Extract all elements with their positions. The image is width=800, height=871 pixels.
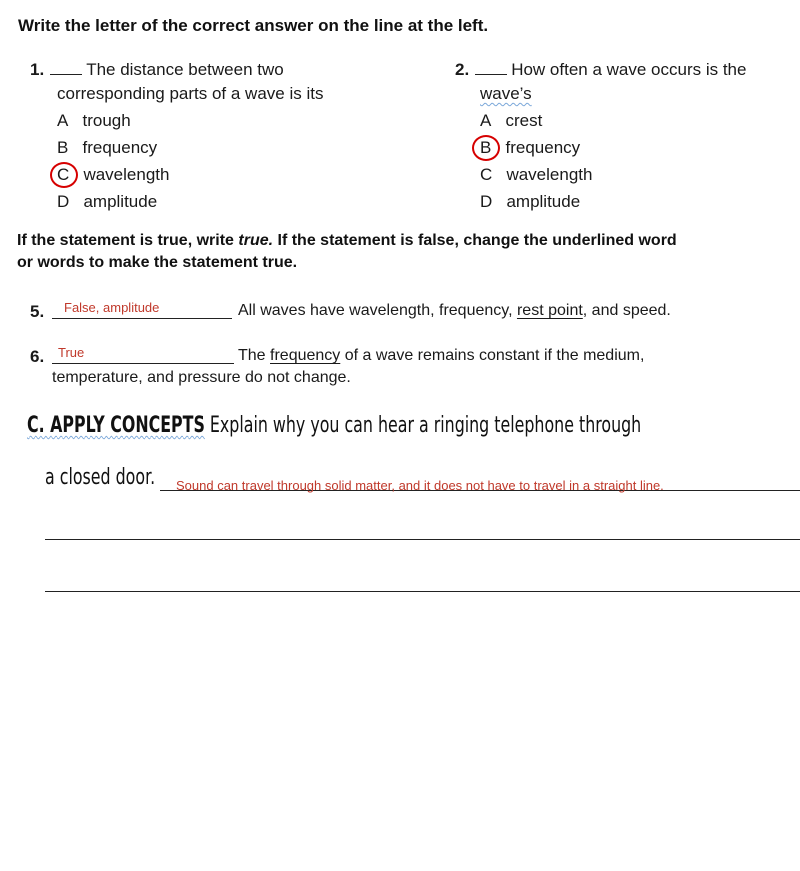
q1-option-c[interactable]: C wavelength bbox=[57, 165, 170, 184]
question-1-stem: The distance between two bbox=[86, 60, 284, 79]
question-6-answer-line[interactable] bbox=[52, 343, 234, 364]
section-b-instruction-line2: or words to make the statement true. bbox=[17, 254, 298, 271]
question-1-line1 bbox=[30, 60, 284, 80]
q1-option-a[interactable]: A trough bbox=[57, 111, 131, 130]
question-2-blank[interactable] bbox=[475, 60, 507, 75]
question-2-line2: wave’s bbox=[480, 84, 532, 103]
question-1-blank[interactable] bbox=[50, 60, 82, 75]
section-a-instruction: Write the letter of the correct answer on the line at the left. bbox=[18, 16, 489, 35]
q1-answer-circle bbox=[50, 162, 78, 188]
q2-option-a[interactable]: A crest bbox=[480, 111, 543, 130]
section-c-label: C. APPLY CONCEPTS bbox=[27, 413, 205, 438]
section-c-prompt-line1: C. APPLY CONCEPTS Explain why you can hear a ringing telephone through bbox=[27, 413, 642, 438]
question-6-statement-line2: temperature, and pressure do not change. bbox=[52, 369, 351, 386]
q2-answer-circle bbox=[472, 135, 500, 161]
question-5-number: 5. bbox=[30, 302, 45, 321]
question-5-statement: All waves have wavelength, frequency, rest point, and speed. bbox=[238, 302, 671, 319]
question-5-underlined: rest point bbox=[516, 302, 583, 319]
q2-option-d[interactable]: D amplitude bbox=[480, 192, 581, 211]
question-6-underlined: frequency bbox=[270, 347, 341, 364]
question-1-line2: corresponding parts of a wave is its bbox=[57, 84, 324, 103]
question-1-number: 1. bbox=[30, 60, 45, 79]
q1-option-d[interactable]: D amplitude bbox=[57, 192, 158, 211]
question-2-line1 bbox=[455, 60, 746, 80]
section-c-prompt-line2: a closed door. bbox=[45, 465, 156, 490]
answer-line-2[interactable] bbox=[45, 539, 800, 540]
section-b-instruction: If the statement is true, write true. If the statement is false, change the underlined word bbox=[17, 232, 677, 249]
question-5-answer-line[interactable] bbox=[52, 298, 232, 319]
answer-line-3[interactable] bbox=[45, 591, 800, 592]
question-5-answer: False, amplitude bbox=[64, 300, 160, 315]
q1-option-b[interactable]: B frequency bbox=[57, 138, 158, 157]
section-c-answer: Sound can travel through solid matter, and it does not have to travel in a straight line. bbox=[176, 478, 664, 493]
question-6-answer: True bbox=[58, 345, 85, 360]
question-2-stem: How often a wave occurs is the bbox=[511, 60, 747, 79]
q2-option-b[interactable]: B frequency bbox=[480, 138, 581, 157]
question-6-statement: The frequency of a wave remains constant if the medium, bbox=[238, 347, 645, 364]
q2-option-c[interactable]: C wavelength bbox=[480, 165, 593, 184]
question-2-number: 2. bbox=[455, 60, 470, 79]
question-6-number: 6. bbox=[30, 347, 45, 366]
